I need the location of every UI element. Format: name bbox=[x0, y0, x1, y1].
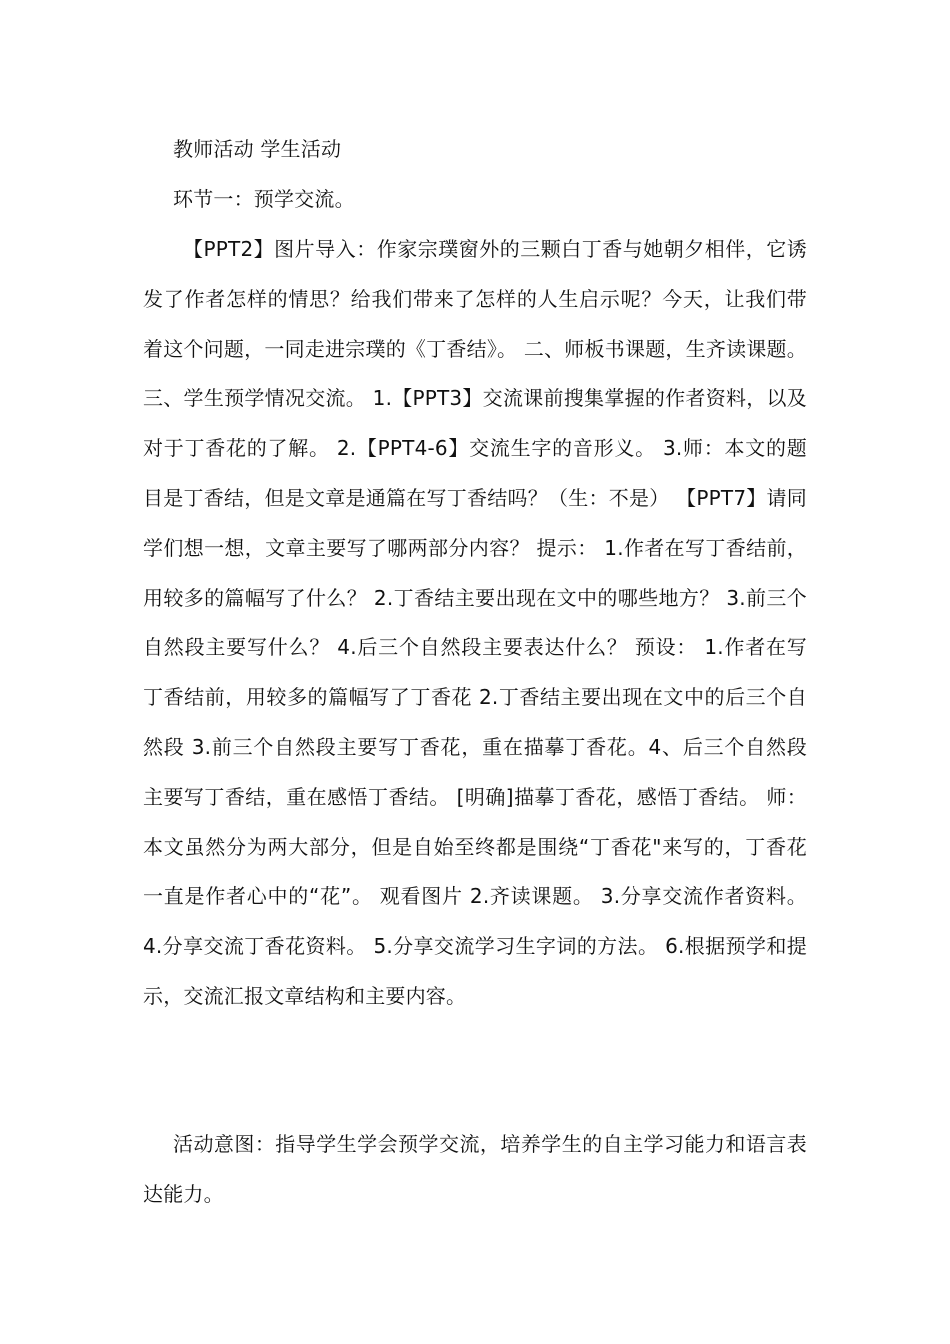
column-heading: 教师活动 学生活动 bbox=[173, 137, 342, 161]
activity-intent-paragraph: 活动意图：指导学生学会预学交流，培养学生的自主学习能力和语言表达能力。 bbox=[143, 1132, 807, 1206]
main-paragraph: 【PPT2】图片导入：作家宗璞窗外的三颗白丁香与她朝夕相伴，它诱发了作者怎样的情思？给我们带来了怎样的人生启示呢？今天，让我们带着这个问题，一同走进宗璞的《丁香结》。 二、师板书课题，生齐读课题。 三、学生预学情况交流。 1.【PPT3】交流课前搜集掌握的作者资料，以及对于丁香花的了解。 2.【PPT4-6】交流生字的音形义。 3.师：本文的题目是丁香结，但是文章是通篇在写丁香结吗？（生：不是） 【PPT7】请同学们想一想，文章主要写了哪两部分内容？ 提示： 1.作者在写丁香结前，用较多的篇幅写了什么？ 2.丁香结主要出现在文中的哪些地方？ 3.前三个自然段主要写什么？ 4.后三个自然段主要表达什么？ 预设： 1.作者在写丁香结前，用较多的篇幅写了丁香花 2.丁香结主要出现在文中的后三个自然段 3.前三个自然段主要写丁香花，重在描摹丁香花。4、后三个自然段主要写丁香结，重在感悟丁香结。 [明确]描摹丁香花，感悟丁香结。 师：本文虽然分为两大部分，但是自始至终都是围绕“丁香花"来写的，丁香花一直是作者心中的“花”。 观看图片 2.齐读课题。 3.分享交流作者资料。 4.分享交流丁香花资料。 5.分享交流学习生字词的方法。 6.根据预学和提示，交流汇报文章结构和主要内容。 bbox=[143, 237, 807, 1008]
section-title: 环节一：预学交流。 bbox=[173, 187, 355, 211]
